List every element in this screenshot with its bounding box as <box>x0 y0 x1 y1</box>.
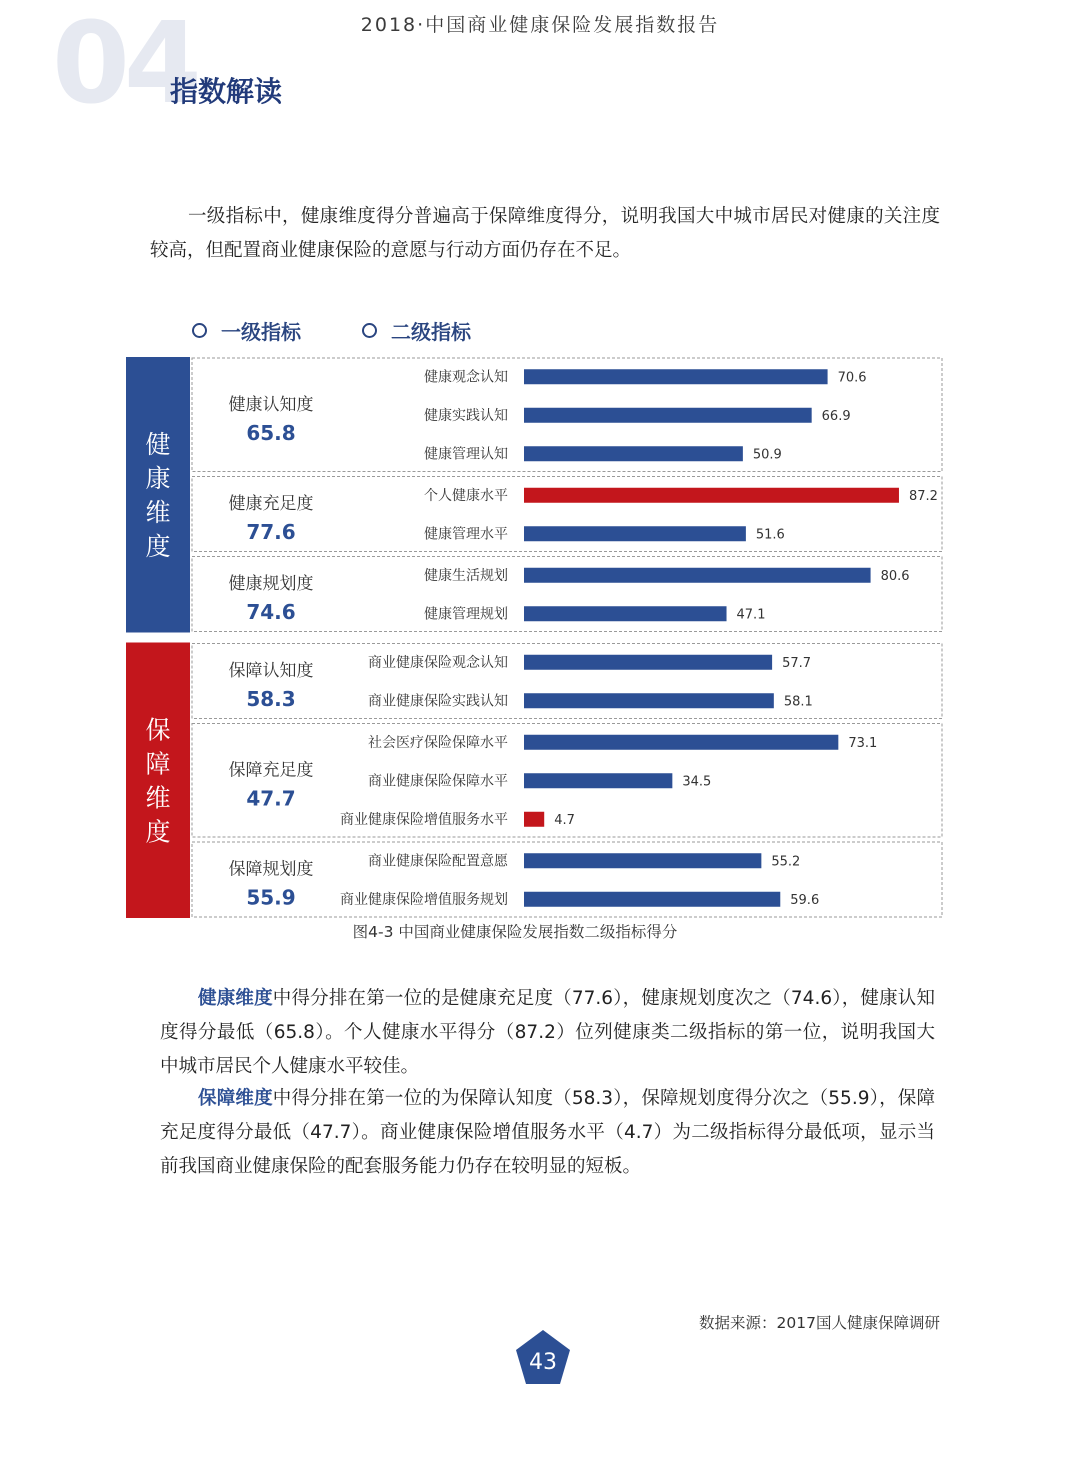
value-label: 80.6 <box>880 568 910 584</box>
indicator-label: 健康观念认知 <box>424 369 508 386</box>
indicator-bar <box>524 892 780 907</box>
value-label: 55.2 <box>771 854 801 870</box>
indicator-label: 商业健康保险实践认知 <box>368 693 508 710</box>
dimension-label-char: 健 <box>145 429 171 459</box>
indicator-bar <box>524 853 761 868</box>
indicator-label: 商业健康保险配置意愿 <box>368 853 508 870</box>
data-source: 数据来源：2017国人健康保障调研 <box>699 1314 940 1332</box>
indicator-label: 健康管理认知 <box>424 446 508 463</box>
report-header: 2018·中国商业健康保险发展指数报告 <box>360 14 720 36</box>
analysis-paragraph-protection <box>160 1082 935 1184</box>
dimension-label-char: 维 <box>145 497 171 527</box>
chart-caption: 图4-3 中国商业健康保险发展指数二级指标得分 <box>352 923 678 941</box>
value-label: 66.9 <box>821 408 851 424</box>
value-label: 50.9 <box>752 447 782 463</box>
group-name: 健康充足度 <box>228 494 314 514</box>
value-label: 70.6 <box>837 370 867 386</box>
group-score: 74.6 <box>246 600 296 624</box>
indicator-bar <box>524 446 743 461</box>
dimension-label-char: 度 <box>145 531 171 561</box>
indicator-bar <box>524 369 828 384</box>
value-label: 58.1 <box>783 694 813 710</box>
group-score: 55.9 <box>246 885 296 910</box>
value-label: 47.1 <box>736 607 766 623</box>
indicator-label: 健康实践认知 <box>424 407 508 424</box>
indicator-bar <box>524 735 838 750</box>
value-label: 87.2 <box>908 488 938 504</box>
value-label: 34.5 <box>682 774 712 790</box>
paragraph-protection-text: 中得分排在第一位的为保障认知度（58.3），保障规划度得分次之（55.9），保障充足度得分最低（47.7）。商业健康保险增值服务水平（4.7）为二级指标得分最低项，显示当前我国商业健康保险的配套服务能力仍存在较明显的短板。 <box>160 1088 935 1177</box>
group-name: 保障规划度 <box>228 859 314 880</box>
indicator-label: 社会医疗保险保障水平 <box>368 734 508 751</box>
indicator-label: 健康生活规划 <box>424 567 508 584</box>
group-score: 77.6 <box>246 520 296 544</box>
value-label: 73.1 <box>848 735 878 751</box>
group-score: 47.7 <box>246 786 296 811</box>
indicator-label: 商业健康保险增值服务规划 <box>340 891 508 908</box>
group-name: 保障认知度 <box>228 661 314 681</box>
group-name: 保障充足度 <box>228 760 314 781</box>
value-label: 57.7 <box>782 655 812 671</box>
emphasis-protection: 保障维度 <box>198 1088 273 1109</box>
indicator-bar <box>524 773 672 788</box>
dimension-label-char: 维 <box>145 783 171 813</box>
indicator-label: 商业健康保险增值服务水平 <box>340 811 508 828</box>
value-label: 4.7 <box>554 812 575 828</box>
dimension-label-char: 保 <box>145 715 171 745</box>
indicator-bar <box>524 408 812 423</box>
section-number: 04 <box>52 0 196 129</box>
dimension-label-char: 障 <box>145 749 171 779</box>
indicator-label: 商业健康保险保障水平 <box>368 773 508 790</box>
legend-level1-label: 一级指标 <box>221 320 301 344</box>
intro-paragraph: 一级指标中，健康维度得分普遍高于保障维度得分，说明我国大中城市居民对健康的关注度较高，但配置商业健康保险的意愿与行动方面仍存在不足。 <box>150 206 940 261</box>
emphasis-health: 健康维度 <box>198 988 273 1009</box>
page-number-badge <box>514 1328 572 1390</box>
paragraph-health-text: 中得分排在第一位的是健康充足度（77.6），健康规划度次之（74.6），健康认知度得分最低（65.8）。个人健康水平得分（87.2）位列健康类二级指标的第一位，说明我国大中城市居民个人健康水平较佳。 <box>160 988 935 1077</box>
indicator-label: 个人健康水平 <box>424 487 508 504</box>
group-name: 健康规划度 <box>228 574 314 594</box>
value-label: 51.6 <box>755 527 785 543</box>
dimension-label-char: 康 <box>145 463 171 493</box>
indicator-bar <box>524 488 899 503</box>
indicator-bar <box>524 568 871 583</box>
group-score: 58.3 <box>246 687 296 711</box>
dimension-label-char: 度 <box>145 817 171 847</box>
analysis-paragraph-health <box>160 982 935 1084</box>
indicator-bar <box>524 606 727 621</box>
section-title: 指数解读 <box>170 75 283 108</box>
indicator-bar <box>524 812 544 827</box>
indicator-bar <box>524 526 746 541</box>
dimension-band <box>126 357 190 633</box>
indicator-bar <box>524 655 772 670</box>
indicator-bar <box>524 693 774 708</box>
value-label: 59.6 <box>790 892 820 908</box>
group-score: 65.8 <box>246 420 296 445</box>
page-number: 43 <box>529 1350 557 1375</box>
indicator-label: 商业健康保险观念认知 <box>368 654 508 671</box>
legend-level2-label: 二级指标 <box>391 320 471 344</box>
indicator-label: 健康管理水平 <box>424 526 508 543</box>
group-name: 健康认知度 <box>228 394 314 415</box>
indicator-label: 健康管理规划 <box>424 606 508 623</box>
dimension-band <box>126 643 190 919</box>
